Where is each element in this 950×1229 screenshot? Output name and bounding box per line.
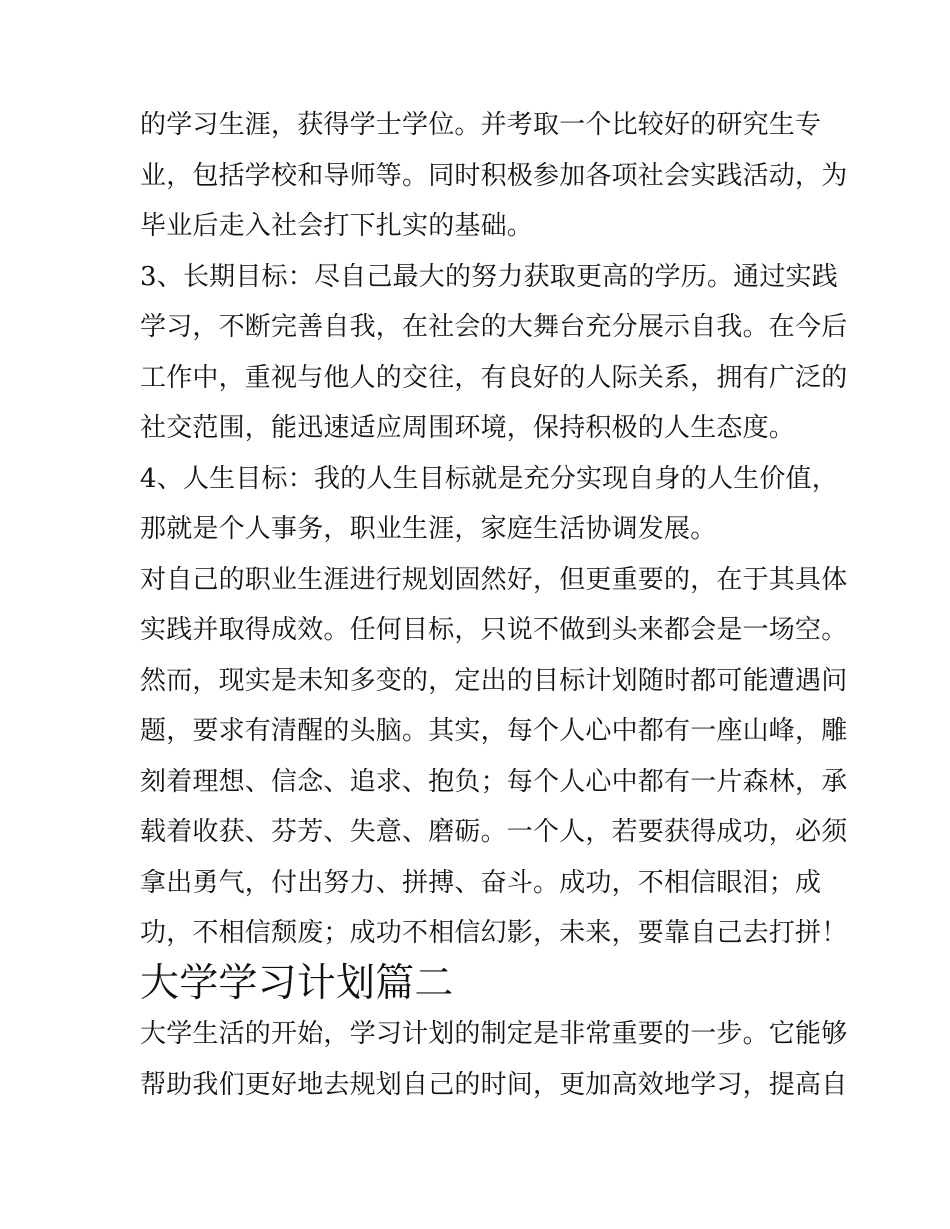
text-line: 载着收获、芬芳、失意、磨砺。一个人，若要获得成功，必须 bbox=[140, 817, 848, 847]
text-line: 刻着理想、信念、追求、抱负；每个人心中都有一片森林，承 bbox=[140, 766, 848, 797]
text-line: 对自己的职业生涯进行规划固然好，但更重要的，在于其具体 bbox=[140, 564, 848, 595]
text-line: 功，不相信颓废；成功不相信幻影，未来，要靠自己去打拼！ bbox=[140, 918, 848, 948]
text-line: 然而，现实是未知多变的，定出的目标计划随时都可能遭遇问 bbox=[140, 665, 848, 696]
paragraph-part-two-intro bbox=[140, 1009, 848, 1110]
paragraph-continued bbox=[140, 100, 848, 252]
text-line: 工作中，重视与他人的交往，有良好的人际关系，拥有广泛的 bbox=[140, 362, 848, 393]
text-line: 毕业后走入社会打下扎实的基础。 bbox=[140, 211, 534, 241]
text-line: 拿出勇气，付出努力、拼搏、奋斗。成功，不相信眼泪；成 bbox=[140, 867, 822, 898]
paragraph-conclusion bbox=[140, 555, 848, 959]
paragraph-life-goal bbox=[140, 454, 838, 555]
paragraph-long-term-goal bbox=[140, 252, 848, 454]
text-line: 的学习生涯，获得学士学位。并考取一个比较好的研究生专 bbox=[140, 110, 822, 140]
text-line: 学习，不断完善自我，在社会的大舞台充分展示自我。在今后 bbox=[140, 312, 848, 342]
text-line: 4、人生目标：我的人生目标就是充分实现自身的人生价值， bbox=[140, 463, 838, 494]
text-line: 3、长期目标：尽自己最大的努力获取更高的学历。通过实践 bbox=[140, 261, 838, 292]
text-line: 业，包括学校和导师等。同时积极参加各项社会实践活动，为 bbox=[140, 160, 848, 191]
text-line: 帮助我们更好地去规划自己的时间，更加高效地学习，提高自 bbox=[140, 1069, 848, 1100]
document-body bbox=[140, 100, 848, 1110]
text-line: 实践并取得成效。任何目标，只说不做到头来都会是一场空。 bbox=[140, 615, 848, 645]
text-line: 题，要求有清醒的头脑。其实，每个人心中都有一座山峰，雕 bbox=[140, 716, 848, 746]
heading-text: 大学学习计划篇二 bbox=[140, 960, 454, 1006]
text-line: 社交范围，能迅速适应周围环境，保持积极的人生态度。 bbox=[140, 413, 796, 443]
section-heading bbox=[140, 959, 815, 1010]
text-line: 那就是个人事务，职业生涯，家庭生活协调发展。 bbox=[140, 514, 717, 544]
text-line: 大学生活的开始，学习计划的制定是非常重要的一步。它能够 bbox=[140, 1019, 848, 1049]
